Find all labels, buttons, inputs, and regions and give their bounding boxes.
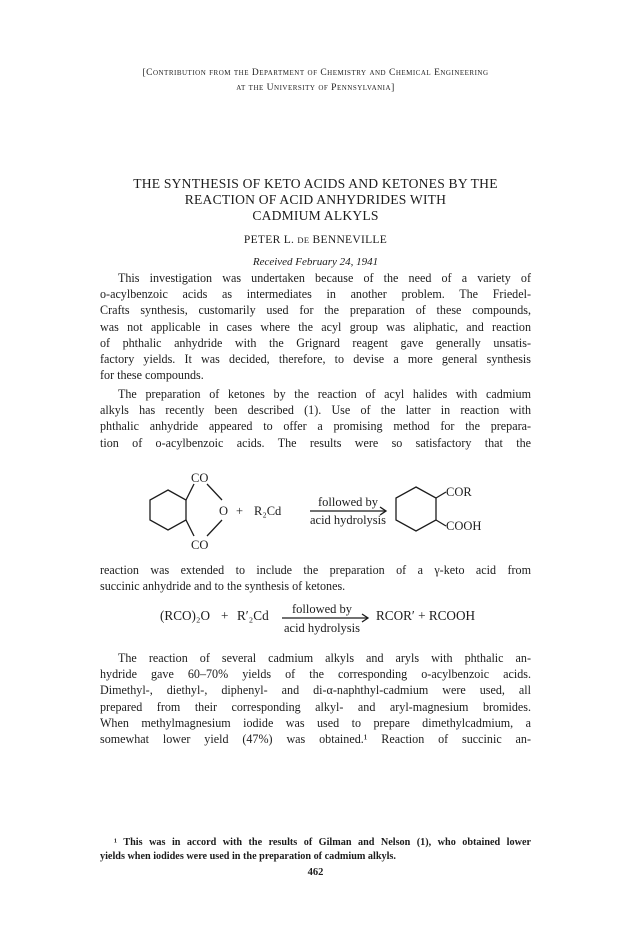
footnote bbox=[100, 836, 531, 864]
ring-oxygen-label: O bbox=[219, 504, 229, 518]
arrow-condition-above: followed by bbox=[291, 602, 353, 616]
paragraph-4 bbox=[100, 650, 531, 747]
arrow-condition-above: followed by bbox=[317, 495, 379, 509]
paragraph-3 bbox=[100, 562, 531, 594]
reagent-label: R₂Cd bbox=[254, 504, 282, 518]
text-line: tion of o-acylbenzoic acids. The results were so satisfactory that the bbox=[100, 435, 531, 450]
text-line: of phthalic anhydride with the Grignard reagent gave generally unsatis- bbox=[100, 335, 531, 350]
author-last: BENNEVILLE bbox=[312, 234, 388, 246]
text-line: alkyls has recently been described (1). Use of the latter in reaction with bbox=[100, 403, 531, 418]
text-line: succinic anhydride and to the synthesis of ketones. bbox=[100, 579, 346, 594]
benzene-ring-product bbox=[396, 487, 436, 531]
text-line: was not applicable in cases where the acyl group was aliphatic, and reaction bbox=[100, 319, 531, 334]
text-line: prepared from their corresponding alkyl- and aryl-magnesium bromides. bbox=[100, 699, 531, 714]
text-line: The reaction of several cadmium alkyls and aryls with phthalic an- bbox=[118, 651, 531, 665]
plus-sign: + bbox=[221, 608, 229, 623]
text-line: reaction was extended to include the preparation of a γ-keto acid from bbox=[100, 563, 531, 577]
author-particle: DE bbox=[297, 235, 310, 245]
author-first: PETER L. bbox=[243, 234, 295, 246]
text-line: hydride gave 60–70% yields of the corresponding o-acylbenzoic acids. bbox=[100, 667, 531, 682]
footnote-line: ¹ This was in accord with the results of Gilman and Nelson (1), who obtained lower bbox=[114, 837, 531, 848]
article-title bbox=[70, 176, 561, 224]
contribution-line: at the University of Pennsylvania] bbox=[236, 83, 395, 93]
paragraph-2 bbox=[100, 386, 531, 451]
paragraph-1 bbox=[100, 270, 531, 383]
reactant-anhydride: (RCO)₂O bbox=[160, 608, 211, 623]
text-line: factory yields. It was decided, therefore, to devise a more general synthesis bbox=[100, 352, 531, 367]
arrow-condition-below: acid hydrolysis bbox=[283, 621, 361, 635]
page-number: 462 bbox=[307, 867, 324, 878]
text-line: This investigation was undertaken because of the need of a variety of bbox=[118, 271, 531, 285]
title-line: REACTION OF ACID ANHYDRIDES WITH bbox=[184, 192, 447, 207]
carbonyl-bottom-label: CO bbox=[191, 538, 209, 552]
benzene-ring-reactant bbox=[150, 490, 186, 530]
footnote-line: yields when iodides were used in the preparation of cadmium alkyls. bbox=[100, 851, 396, 862]
title-line: CADMIUM ALKYLS bbox=[252, 208, 379, 223]
text-line: somewhat lower yield (47%) was obtained.¹ Reaction of succinic an- bbox=[100, 732, 531, 747]
products-label: RCOR′ + RCOOH bbox=[376, 608, 475, 623]
carbonyl-top-label: CO bbox=[191, 471, 209, 485]
text-line: phthalic anhydride appeared to offer a promising method for the prepara- bbox=[100, 419, 531, 434]
contribution-line: [Contribution from the Department of Chemistry and Chemical Engineering bbox=[142, 68, 489, 78]
reagent-label: R′₂Cd bbox=[237, 608, 269, 623]
author-name bbox=[60, 234, 571, 246]
reaction-scheme-general bbox=[0, 596, 631, 646]
text-line: for these compounds. bbox=[100, 368, 204, 383]
product-acid-label: COOH bbox=[446, 519, 482, 533]
received-date: Received February 24, 1941 bbox=[252, 256, 379, 268]
text-line: Dimethyl-, diethyl-, diphenyl- and di-α-naphthyl-cadmium were used, all bbox=[100, 683, 531, 698]
text-line: The preparation of ketones by the reaction of acyl halides with cadmium bbox=[118, 387, 531, 401]
title-line: THE SYNTHESIS OF KETO ACIDS AND KETONES BY THE bbox=[133, 176, 498, 191]
text-line: Crafts synthesis, customarily used for the preparation of these compounds, bbox=[100, 303, 531, 318]
contribution-header bbox=[60, 66, 571, 96]
plus-sign: + bbox=[236, 504, 244, 518]
text-line: When methylmagnesium iodide was used to prepare dimethylcadmium, a bbox=[100, 715, 531, 730]
text-line: o-acylbenzoic acids as intermediates in another problem. The Friedel- bbox=[100, 287, 531, 302]
reaction-scheme-phthalic bbox=[0, 456, 631, 556]
arrow-condition-below: acid hydrolysis bbox=[309, 513, 387, 527]
product-acyl-label: COR bbox=[446, 485, 472, 499]
